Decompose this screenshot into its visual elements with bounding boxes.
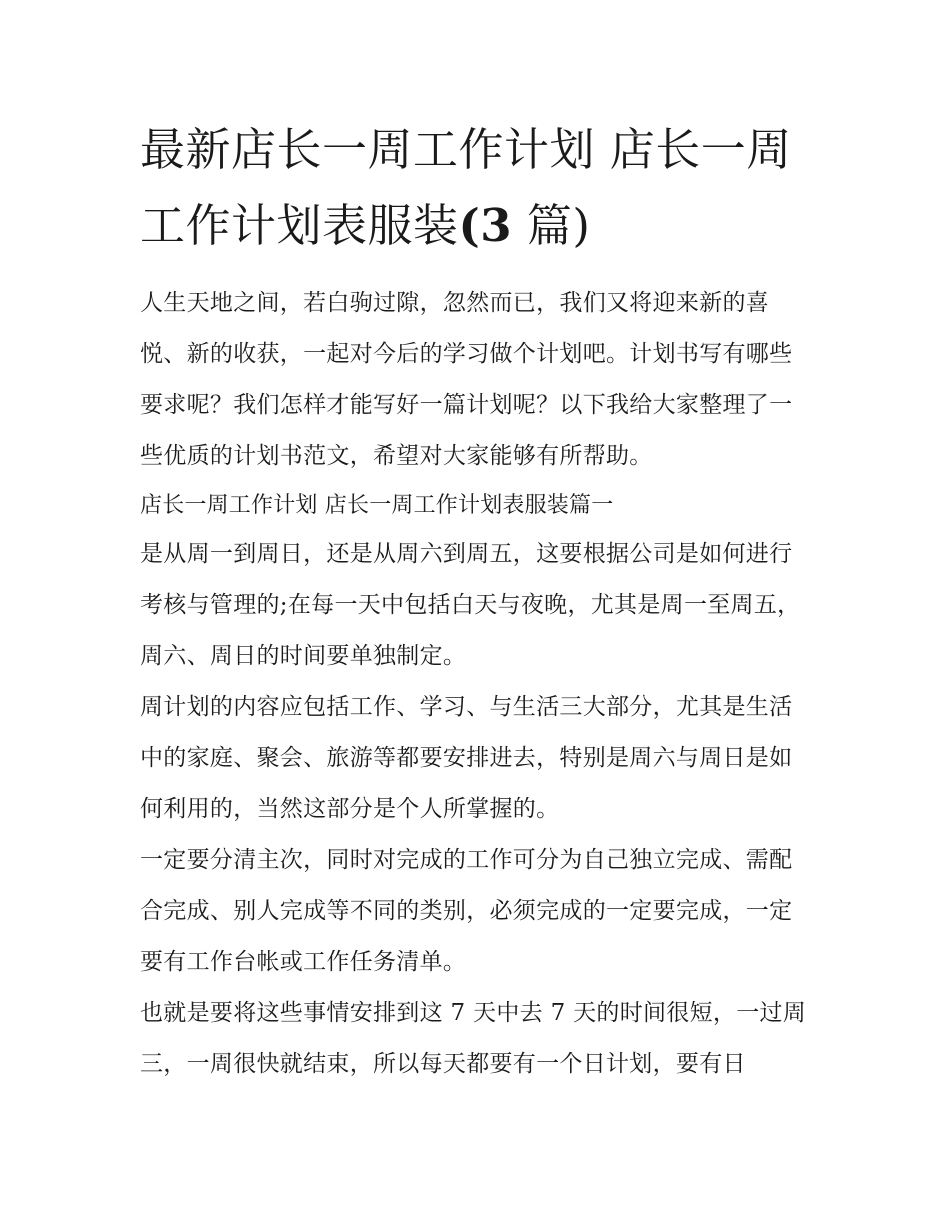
body-paragraph-1: 是从周一到周日，还是从周六到周五，这要根据公司是如何进行考核与管理的;在每一天中包括白天与夜晚，尤其是周一至周五，周六、周日的时间要单独制定。	[140, 541, 801, 669]
body-paragraph-4: 也就是要将这些事情安排到这 7 天中去 7 天的时间很短，一过周三，一周很快就结束，所以每天都要有一个日计划，要有日	[140, 1000, 807, 1077]
document-title	[140, 112, 812, 264]
title-text: 最新店长一周工作计划 店长一周工作计划表服装	[140, 123, 792, 252]
title-suffix: 篇)	[512, 199, 591, 252]
title-count: (3	[458, 199, 513, 252]
body-paragraph-3: 一定要分清主次，同时对完成的工作可分为自己独立完成、需配合完成、别人完成等不同的类别，必须完成的一定要完成，一定要有工作台帐或工作任务清单。	[140, 847, 793, 975]
document-body	[140, 112, 812, 1090]
section-heading: 店长一周工作计划 店长一周工作计划表服装篇一	[140, 493, 614, 518]
body-paragraph-2: 周计划的内容应包括工作、学习、与生活三大部分，尤其是生活中的家庭、聚会、旅游等都要安排进去，特别是周六与周日是如何利用的，当然这部分是个人所掌握的。	[140, 694, 793, 822]
intro-paragraph: 人生天地之间，若白驹过隙，忽然而已，我们又将迎来新的喜悦、新的收获，一起对今后的学习做个计划吧。计划书写有哪些要求呢？我们怎样才能写好一篇计划呢？以下我给大家整理了一些优质的计划书范文，希望对大家能够有所帮助。	[140, 290, 793, 469]
